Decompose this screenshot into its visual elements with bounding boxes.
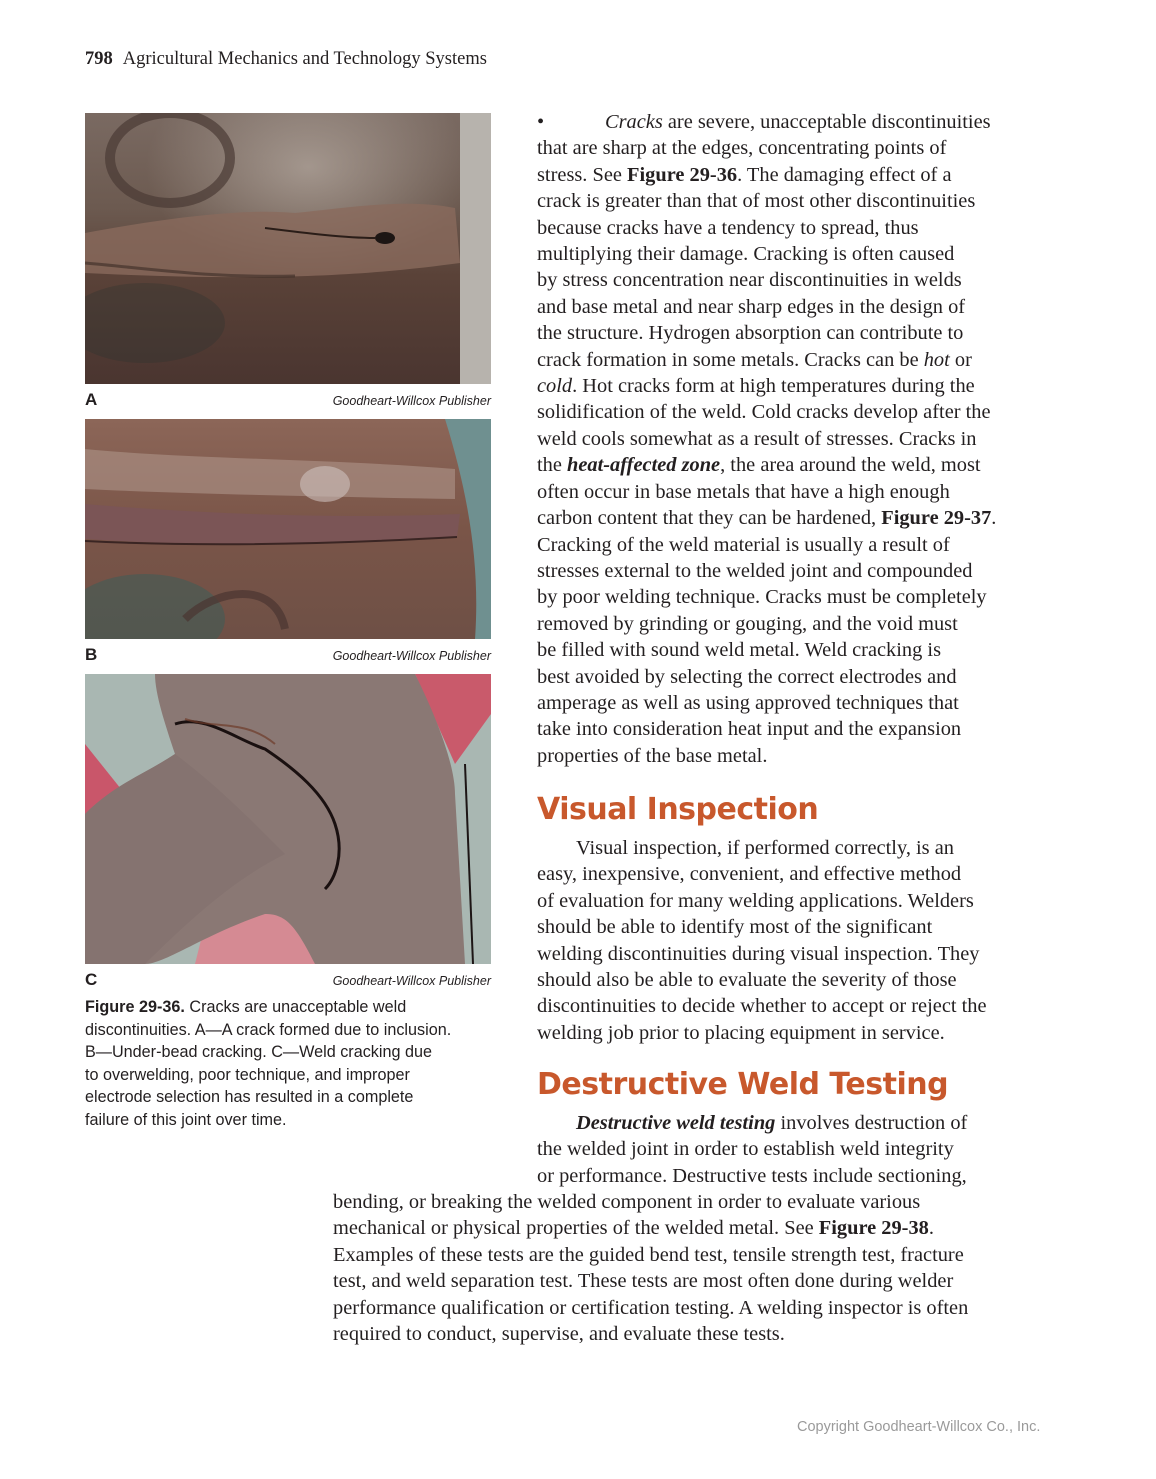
term-heat-affected-zone: heat-affected zone — [567, 454, 721, 477]
panel-letter: C — [85, 970, 98, 989]
text-line: Cracking of the weld material is usually a result of — [537, 533, 950, 556]
running-head — [85, 49, 487, 70]
text-line: should be able to identify most of the significant — [537, 916, 933, 939]
text-line: because cracks have a tendency to spread, thus — [537, 216, 919, 239]
copyright-footer: Copyright Goodheart-Willcox Co., Inc. — [797, 1419, 1041, 1435]
text-line: discontinuities to decide whether to accept or reject the — [537, 995, 987, 1018]
photo-c-overwelding-crack — [85, 674, 491, 964]
text-line: Visual inspection, if performed correctly, is an — [576, 837, 954, 859]
caption-line: Cracks are unacceptable weld — [184, 998, 407, 1016]
text-line: stress. See — [537, 163, 628, 186]
text-line: weld cools somewhat as a result of stresses. Cracks in — [537, 427, 977, 450]
text-line: easy, inexpensive, convenient, and effective method — [537, 863, 962, 886]
text-line: should also be able to evaluate the severity of those — [537, 969, 957, 992]
text-line: Examples of these tests are the guided bend test, tensile strength test, fracture — [333, 1243, 964, 1266]
text-line: involves destruction of — [775, 1112, 968, 1134]
text-line: required to conduct, supervise, and evaluate these tests. — [333, 1323, 785, 1346]
text-line: . — [928, 1217, 934, 1240]
text-line: removed by grinding or gouging, and the void must — [537, 612, 958, 635]
text-line: or — [949, 348, 972, 371]
heading-visual-inspection: Visual Inspection — [537, 792, 819, 827]
page-number: 798 — [85, 49, 113, 69]
figure-panel-a — [85, 113, 491, 408]
text-line: crack is greater than that of most other discontinuities — [537, 190, 976, 213]
photo-b-under-bead-cracking — [85, 419, 491, 639]
figure-ref-29-36[interactable]: Figure 29-36 — [627, 163, 738, 186]
text-line: properties of the base metal. — [537, 744, 768, 767]
destructive-testing-paragraph-top — [537, 1110, 1057, 1189]
text-line: or performance. Destructive tests include sectioning, — [537, 1164, 967, 1187]
book-title: Agricultural Mechanics and Technology Systems — [122, 49, 487, 69]
text-line: the structure. Hydrogen absorption can contribute to — [537, 322, 964, 345]
text-line: and base metal and near sharp edges in the design of — [537, 295, 966, 318]
cracks-paragraph — [537, 109, 1057, 769]
text-line: that are sharp at the edges, concentrating points of — [537, 137, 947, 160]
panel-letter: A — [85, 390, 98, 409]
text-line: . — [991, 507, 997, 530]
caption-line: discontinuities. A—A crack formed due to inclusion. — [85, 1020, 452, 1039]
text-line: the welded joint in order to establish weld integrity — [537, 1138, 954, 1161]
caption-line: B—Under-bead cracking. C—Weld cracking due — [85, 1043, 432, 1061]
panel-letter: B — [85, 645, 98, 664]
caption-line: failure of this joint over time. — [85, 1110, 287, 1129]
text-line: welding discontinuities during visual inspection. They — [537, 942, 980, 965]
text-line: solidification of the weld. Cold cracks develop after the — [537, 401, 991, 424]
heading-destructive-weld-testing: Destructive Weld Testing — [537, 1067, 949, 1102]
term-hot: hot — [923, 348, 950, 371]
text-line: crack formation in some metals. Cracks can be — [537, 348, 924, 371]
text-line: are severe, unacceptable discontinuities — [662, 111, 991, 133]
figure-panel-b — [85, 419, 491, 663]
text-line: stresses external to the welded joint and compounded — [537, 559, 973, 582]
figure-caption — [85, 996, 495, 1131]
text-line: , the area around the weld, most — [720, 454, 981, 477]
text-line: multiplying their damage. Cracking is often caused — [537, 243, 955, 266]
term-destructive-weld-testing: Destructive weld testing — [576, 1112, 776, 1134]
credit-row-b — [85, 639, 491, 663]
photo-credit: Goodheart-Willcox Publisher — [332, 974, 491, 988]
text-line: of evaluation for many welding applications. Welders — [537, 889, 974, 912]
figure-ref-29-37[interactable]: Figure 29-37 — [881, 507, 992, 530]
credit-row-a — [85, 384, 491, 408]
caption-label: Figure 29-36. — [85, 998, 185, 1016]
text-line: the — [537, 454, 568, 477]
text-line: by poor welding technique. Cracks must be completely — [537, 586, 987, 609]
text-line: carbon content that they can be hardened, — [537, 507, 882, 530]
text-line: take into consideration heat input and the expansion — [537, 718, 962, 741]
text-line: amperage as well as using approved techniques that — [537, 691, 959, 714]
caption-line: electrode selection has resulted in a complete — [85, 1088, 414, 1106]
text-line: welding job prior to placing equipment in service. — [537, 1021, 945, 1044]
photo-credit: Goodheart-Willcox Publisher — [332, 394, 491, 408]
photo-a-weld-inclusion-crack — [85, 113, 491, 384]
destructive-testing-paragraph-wide — [333, 1189, 1053, 1347]
term-cracks: Cracks — [605, 111, 663, 133]
text-line: . Hot cracks form at high temperatures during the — [572, 375, 975, 398]
text-line: mechanical or physical properties of the welded metal. See — [333, 1217, 819, 1240]
term-cold: cold — [537, 375, 573, 398]
text-line: be filled with sound weld metal. Weld cracking is — [537, 639, 941, 662]
text-line: . The damaging effect of a — [737, 163, 952, 186]
text-line: test, and weld separation test. These tests are most often done during welder — [333, 1270, 954, 1293]
text-line: performance qualification or certification testing. A welding inspector is often — [333, 1296, 969, 1319]
text-line: best avoided by selecting the correct electrodes and — [537, 665, 957, 688]
figure-ref-29-38[interactable]: Figure 29-38 — [818, 1217, 929, 1240]
credit-row-c — [85, 964, 491, 988]
visual-inspection-paragraph — [537, 835, 1057, 1046]
caption-line: to overwelding, poor technique, and improper — [85, 1065, 410, 1084]
text-line: often occur in base metals that have a high enough — [537, 480, 950, 503]
bullet-icon: • — [537, 111, 545, 133]
text-line: by stress concentration near discontinuities in welds — [537, 269, 962, 292]
text-line: bending, or breaking the welded component in order to evaluate various — [333, 1191, 921, 1213]
photo-credit: Goodheart-Willcox Publisher — [332, 649, 491, 663]
figure-panel-c — [85, 674, 491, 988]
